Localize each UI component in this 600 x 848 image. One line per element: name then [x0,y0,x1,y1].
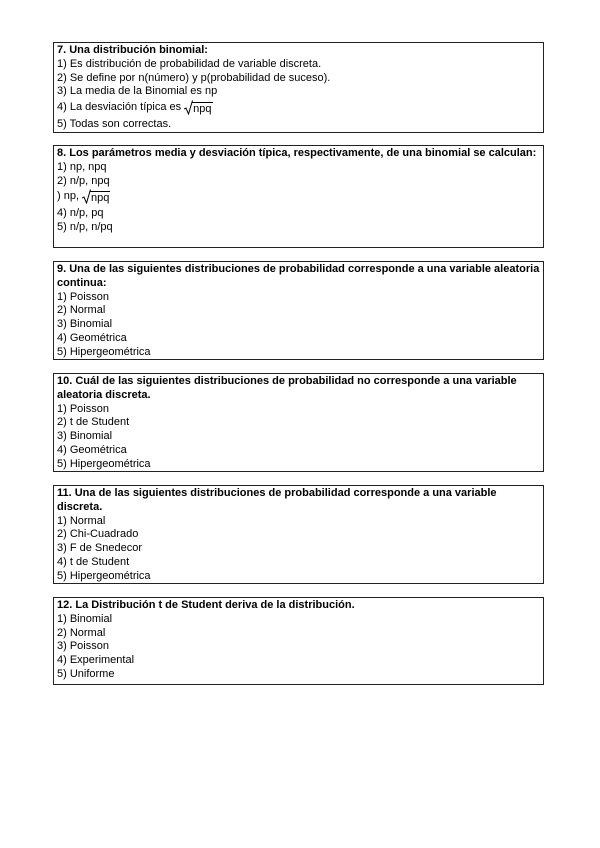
question-7-box [53,42,544,133]
square-root-symbol [184,101,212,118]
question-10-option-4: 4) Geométrica [57,443,127,456]
question-7-option-4 [57,99,540,118]
question-8-title: 8. Los parámetros media y desviación típica, respectivamente, de una binomial se calculan: [57,147,537,159]
question-12-option-4: 4) Experimental [57,654,135,667]
question-10-option-2: 2) t de Student [57,416,130,429]
question-12-box [53,597,544,685]
question-9-option-5: 5) Hipergeométrica [57,345,151,358]
question-7-option-4-text: 4) La desviación típica es [57,101,182,114]
question-12-option-5: 5) Uniforme [57,667,115,680]
question-8-option-2: 2) n/p, npq [57,174,110,187]
question-8-box [53,145,544,248]
question-10-title: 10. Cuál de las siguientes distribuciones de probabilidad no corresponde a una variable aleatoria discreta. [57,375,517,401]
question-11-option-3: 3) F de Snedecor [57,542,142,555]
question-8-option-4: 4) n/p, pq [57,207,104,220]
square-root-symbol [82,190,110,207]
question-7-option-5: 5) Todas son correctas. [57,118,172,131]
radicand: npq [193,103,212,116]
question-12-option-3: 3) Poisson [57,640,109,653]
question-7-title: 7. Una distribución binomial: [57,44,208,56]
question-11-option-4: 4) t de Student [57,555,130,568]
question-9-box [53,261,544,360]
question-8-option-5: 5) n/p, n/pq [57,221,113,234]
question-10-option-1: 1) Poisson [57,402,109,415]
question-11-option-1: 1) Normal [57,514,106,527]
question-11-box [53,485,544,584]
question-7-option-1: 1) Es distribución de probabilidad de variable discreta. [57,57,322,70]
radicand: npq [91,192,110,205]
question-9-option-4: 4) Geométrica [57,331,127,344]
question-7-option-2: 2) Se define por n(número) y p(probabilidad de suceso). [57,71,331,84]
question-9-title: 9. Una de las siguientes distribuciones de probabilidad corresponde a una variable aleatoria continua: [57,263,540,289]
question-10-box [53,373,544,472]
question-10-option-3: 3) Binomial [57,430,113,443]
question-8-option-1: 1) np, npq [57,160,107,173]
question-7-option-3: 3) La media de la Binomial es np [57,85,218,98]
question-12-option-2: 2) Normal [57,626,106,639]
question-9-option-3: 3) Binomial [57,318,113,331]
question-9-option-1: 1) Poisson [57,290,109,303]
question-12-option-1: 1) Binomial [57,612,113,625]
question-10-option-5: 5) Hipergeométrica [57,457,151,470]
question-9-option-2: 2) Normal [57,304,106,317]
question-12-title: 12. La Distribución t de Student deriva de la distribución. [57,599,355,611]
question-11-title: 11. Una de las siguientes distribuciones de probabilidad corresponde a una variable discreta. [57,487,497,513]
question-11-option-5: 5) Hipergeométrica [57,569,151,582]
question-11-option-2: 2) Chi-Cuadrado [57,528,139,541]
question-8-option-3 [57,188,540,207]
question-8-option-3-text: ) np, [57,190,80,203]
